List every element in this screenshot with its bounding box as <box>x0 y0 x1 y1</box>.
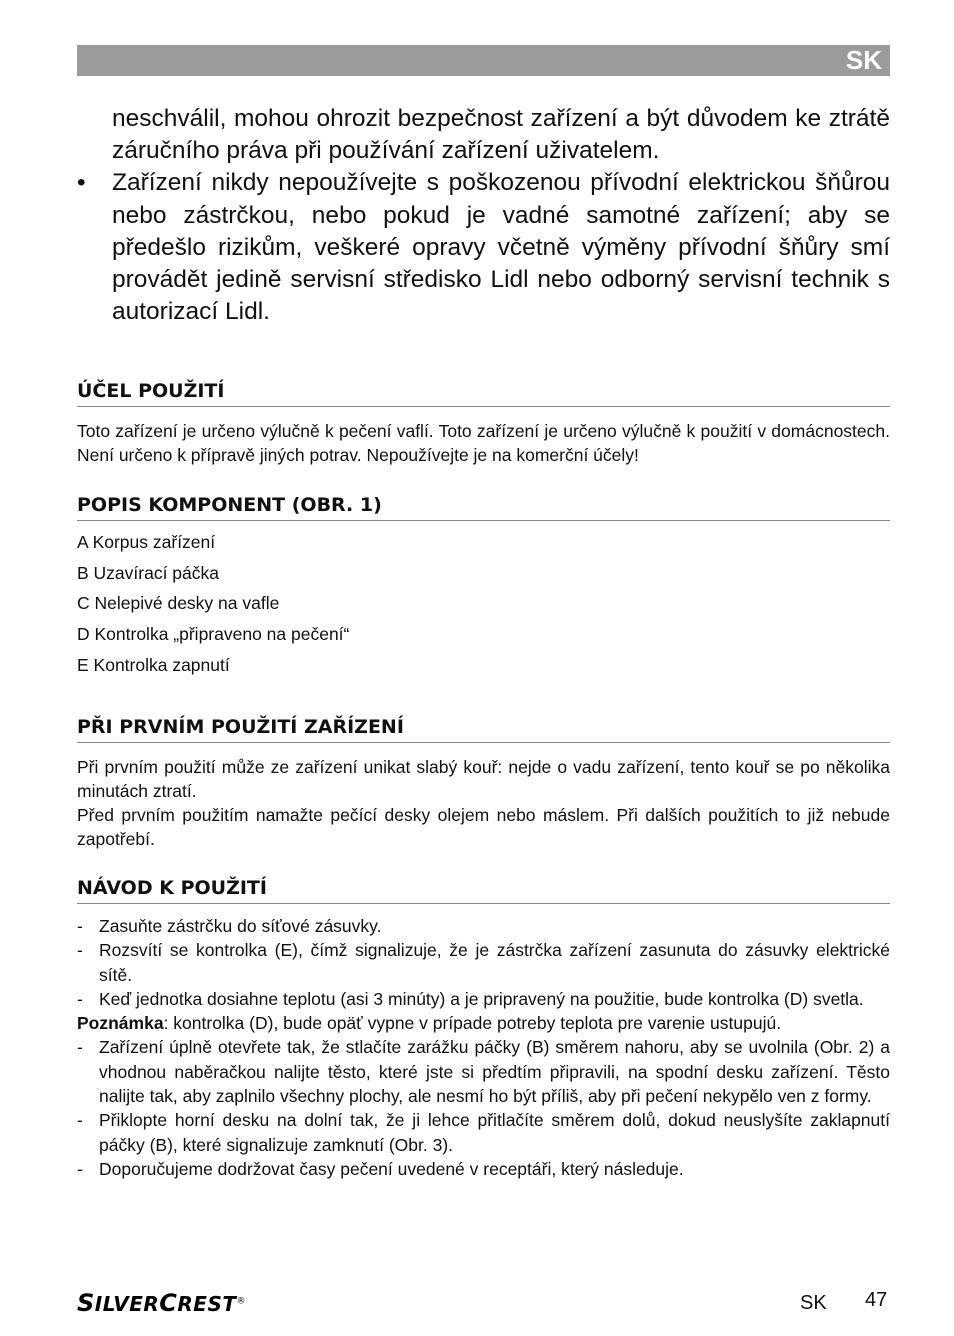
component-item: E Kontrolka zapnutí <box>77 654 230 675</box>
dash-marker: - <box>77 916 83 936</box>
section-title-first-use: PŘI PRVNÍM POUŽITÍ ZAŘÍZENÍ <box>77 715 890 743</box>
footer-language-label: SK <box>800 1292 827 1314</box>
header-language-label: SK <box>845 45 882 75</box>
purpose-paragraph: Toto zařízení je určeno výlučně k pečení vaflí. Toto zařízení je určeno výlučně k použití v domácnostech. Není určeno k přípravě jiných potrav. Nepoužívejte je na komerční účely! <box>77 421 890 465</box>
instruction-item <box>77 938 890 987</box>
note-label: Poznámka <box>77 1013 164 1034</box>
intro-continuation: neschválil, mohou ohrozit bezpečnost zařízení a být důvodem ke ztrátě záručního práva při používání zařízení uživatelem. <box>112 105 890 165</box>
section-title-components: POPIS KOMPONENT (OBR. 1) <box>77 493 890 521</box>
instructions-list <box>77 914 890 1181</box>
page-number: 47 <box>865 1289 888 1311</box>
instruction-item <box>77 1157 890 1181</box>
component-item: A Korpus zařízení <box>77 532 216 552</box>
header-bar <box>77 45 890 76</box>
logo-rest: REST <box>177 1292 237 1316</box>
instruction-text: Zasuňte zástrčku do síťové zásuvky. <box>99 916 382 936</box>
instruction-text: Přiklopte horní desku na dolní tak, že ji lehce přitlačíte směrem dolů, dokud neuslyšíte zaklapnutí páčky (B), které signalizuje zamknutí (Obr. 3). <box>99 1110 890 1155</box>
note <box>77 1011 890 1035</box>
instruction-item <box>77 987 890 1011</box>
dash-marker: - <box>77 1037 83 1058</box>
section-title-purpose: ÚČEL POUŽITÍ <box>77 379 890 407</box>
components-list <box>77 530 890 683</box>
dash-marker: - <box>77 940 83 961</box>
component-item: C Nelepivé desky na vafle <box>77 593 280 614</box>
intro-bullet-text: Zařízení nikdy nepoužívejte s poškozenou přívodní elektrickou šňůrou nebo zástrčkou, nebo pokud je vadné samotné zařízení; aby se předešlo rizikům, veškeré opravy včetně výměny přívodní šňůry smí provádět jedině servisní středisko Lidl nebo odborný servisní technik s autorizací Lidl. <box>112 169 890 326</box>
instruction-item <box>77 914 890 938</box>
dash-marker: - <box>77 1110 83 1131</box>
first-use-paragraph-2: Před prvním použitím namažte pečící desky olejem nebo máslem. Při dalších použitích to již nebude zapotřebí. <box>77 805 890 849</box>
component-item: D Kontrolka „připraveno na pečení“ <box>77 624 350 645</box>
logo-letter-s: S <box>77 1289 95 1317</box>
intro-text <box>77 103 890 328</box>
instruction-text: Doporučujeme dodržovat časy pečení uvedené v receptáři, který následuje. <box>99 1158 684 1179</box>
purpose-text <box>77 419 890 467</box>
instruction-item <box>77 1035 890 1108</box>
instruction-item <box>77 1108 890 1157</box>
first-use-text <box>77 755 890 851</box>
bullet-symbol: • <box>77 169 86 197</box>
intro-bullet-item <box>77 167 890 328</box>
logo-registered-mark: ® <box>236 1296 247 1307</box>
logo-ilver: ILVER <box>94 1292 160 1316</box>
dash-marker: - <box>77 1158 83 1179</box>
note-text: : kontrolka (D), bude opäť vypne v prípade potreby teplota pre varenie ustupujú. <box>163 1013 782 1034</box>
instruction-text: Keď jednotka dosiahne teplotu (asi 3 minúty) a je pripravený na použitie, bude kontrolka (D) svetla. <box>99 988 864 1009</box>
first-use-paragraph-1: Při prvním použití může ze zařízení unikat slabý kouř: nejde o vadu zařízení, tento kouř se po několika minutách ztratí. <box>77 757 890 801</box>
component-item: B Uzavírací páčka <box>77 562 219 583</box>
instruction-text: Rozsvítí se kontrolka (E), čímž signalizuje, že je zástrčka zařízení zasunuta do zásuvky elektrické sítě. <box>99 940 890 985</box>
silvercrest-logo <box>77 1289 246 1317</box>
logo-letter-c: C <box>159 1289 178 1317</box>
section-title-instructions: NÁVOD K POUŽITÍ <box>77 876 890 904</box>
dash-marker: - <box>77 988 83 1009</box>
instruction-text: Zařízení úplně otevřete tak, že stlačíte zarážku páčky (B) směrem nahoru, aby se uvolnila (Obr. 2) a vhodnou naběračkou nalijte těsto, které jste si předtím připravili, na spodní desku zařízení. Těsto nalijte tak, aby zaplnilo všechny plochy, ale nesmí ho být příliš, aby při pečení nekypělo ven z formy. <box>99 1037 890 1107</box>
